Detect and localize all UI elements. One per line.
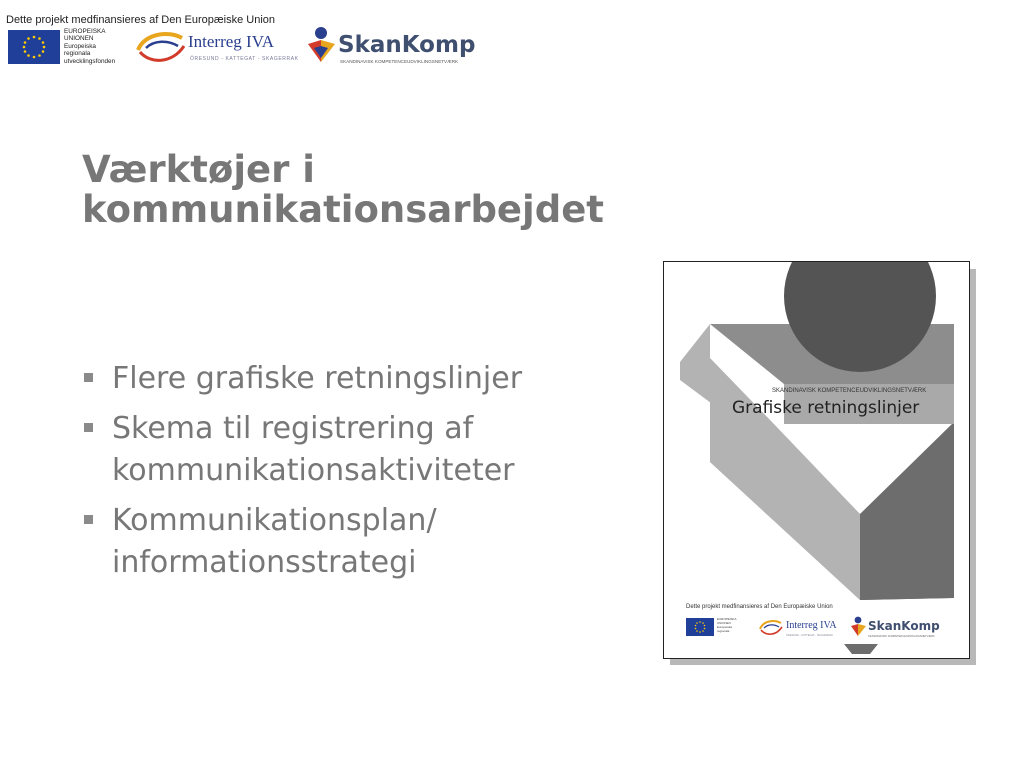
cover-artwork xyxy=(664,262,969,658)
cover-subtitle: SKANDINAVISK KOMPETENCEUDVIKLINGSNETVÆRK xyxy=(772,388,927,394)
cover-interreg-name: Interreg IVA xyxy=(786,620,837,631)
cover-interreg-subtitle: ÖRESUND - KATTEGAT - SKAGERRAK xyxy=(786,634,833,637)
interreg-swoosh-icon xyxy=(134,28,190,68)
slide-title-line1: Værktøjer i xyxy=(82,148,315,191)
bullet-square-icon xyxy=(84,515,93,524)
cover-eu-label: EUROPEISKA UNIONEN Europeiska regionala xyxy=(717,617,737,633)
skankomp-logo xyxy=(306,26,506,70)
cover-interreg-swoosh-icon xyxy=(758,618,784,638)
skankomp-heart-icon xyxy=(306,26,338,66)
interreg-name: Interreg IVA xyxy=(188,32,275,51)
bullet-item: Skema til registrering af kommunikationsaktiviteter xyxy=(82,408,622,492)
funding-header xyxy=(6,8,275,27)
cover-title: Grafiske retningslinjer xyxy=(732,398,920,418)
skankomp-name: SkanKomp xyxy=(338,32,476,58)
funding-statement: Dette projekt medfinansieres af Den Europæiske Union xyxy=(6,14,276,26)
bullet-square-icon xyxy=(84,423,93,432)
slide-title-line2: kommunikationsarbejdet xyxy=(82,188,604,231)
interreg-subtitle: ÖRESUND - KATTEGAT - SKAGERRAK xyxy=(190,56,299,62)
bullet-square-icon xyxy=(84,373,93,382)
bullet-list xyxy=(82,358,622,592)
eu-flag-icon xyxy=(8,30,60,64)
logo-row xyxy=(6,26,506,70)
cover-skankomp-heart-icon xyxy=(850,616,868,638)
cover-skankomp-subtitle: SKANDINAVISK KOMPETENCEUDVIKLINGSNETVÆRK xyxy=(868,635,935,638)
cover-funding-statement: Dette projekt medfinansieres af Den Europæiske Union xyxy=(686,604,833,610)
bullet-item: Flere grafiske retningslinjer xyxy=(82,358,622,400)
eu-label: EUROPEISKA UNIONEN Europeiska regionala utvecklingsfonden xyxy=(64,28,116,65)
skankomp-subtitle: SKANDINAVISK KOMPETENCEUDVIKLINGSNETVÆRK xyxy=(340,59,459,64)
bullet-item: Kommunikationsplan/ informationsstrategi xyxy=(82,500,622,584)
guidelines-cover-image xyxy=(663,261,970,659)
interreg-logo xyxy=(134,26,304,70)
slide-title xyxy=(82,150,722,230)
cover-eu-flag-icon xyxy=(686,618,714,636)
cover-skankomp-name: SkanKomp xyxy=(868,619,940,633)
